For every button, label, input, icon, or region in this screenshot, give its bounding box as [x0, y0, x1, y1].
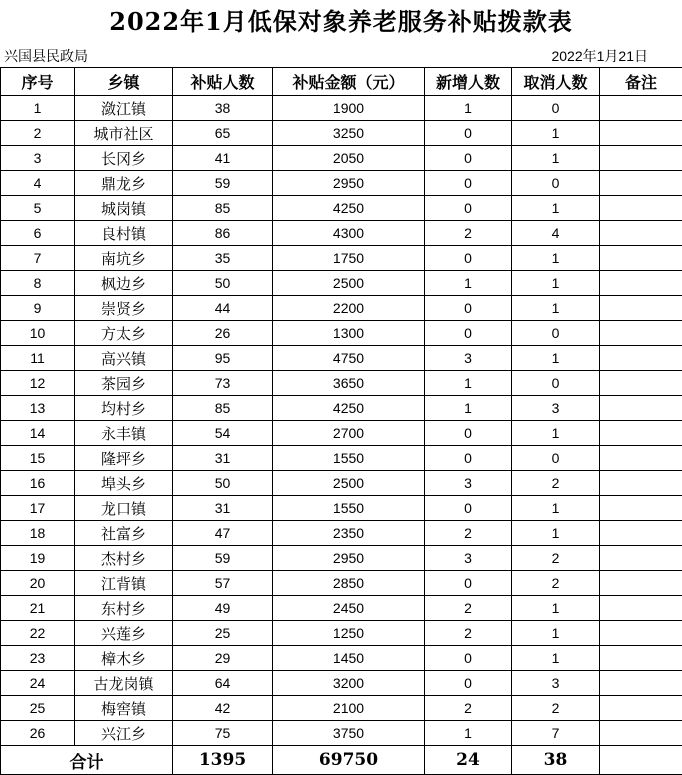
- cell-added[interactable]: 2: [425, 696, 512, 721]
- cell-note[interactable]: [600, 246, 682, 271]
- cell-cancelled[interactable]: 3: [512, 396, 600, 421]
- total-amount[interactable]: 69750: [273, 746, 425, 775]
- cell-added[interactable]: 2: [425, 621, 512, 646]
- cell-added[interactable]: 2: [425, 521, 512, 546]
- cell-added[interactable]: 0: [425, 446, 512, 471]
- cell-township[interactable]: 枫边乡: [75, 271, 173, 296]
- cell-subsidy-amount[interactable]: 3650: [273, 371, 425, 396]
- cell-index[interactable]: 5: [1, 196, 75, 221]
- cell-cancelled[interactable]: 4: [512, 221, 600, 246]
- cell-township[interactable]: 江背镇: [75, 571, 173, 596]
- table-row: [1, 296, 682, 321]
- cell-township[interactable]: 均村乡: [75, 396, 173, 421]
- cell-subsidy-amount[interactable]: 1750: [273, 246, 425, 271]
- cell-added[interactable]: 0: [425, 121, 512, 146]
- cell-note[interactable]: [600, 496, 682, 521]
- cell-subsidy-people[interactable]: 50: [173, 471, 273, 496]
- cell-subsidy-people[interactable]: 47: [173, 521, 273, 546]
- cell-note[interactable]: [600, 696, 682, 721]
- cell-cancelled[interactable]: 1: [512, 496, 600, 521]
- cell-added[interactable]: 3: [425, 471, 512, 496]
- cell-subsidy-amount[interactable]: 2950: [273, 546, 425, 571]
- cell-subsidy-amount[interactable]: 3200: [273, 671, 425, 696]
- cell-index[interactable]: 25: [1, 696, 75, 721]
- cell-subsidy-people[interactable]: 44: [173, 296, 273, 321]
- cell-added[interactable]: 0: [425, 571, 512, 596]
- total-row: [1, 746, 682, 775]
- cell-subsidy-amount[interactable]: 4250: [273, 396, 425, 421]
- cell-subsidy-amount[interactable]: 2200: [273, 296, 425, 321]
- cell-index[interactable]: 23: [1, 646, 75, 671]
- col-header-added[interactable]: 新增人数: [425, 68, 512, 96]
- cell-cancelled[interactable]: 1: [512, 596, 600, 621]
- cell-index[interactable]: 9: [1, 296, 75, 321]
- cell-subsidy-people[interactable]: 57: [173, 571, 273, 596]
- cell-cancelled[interactable]: 1: [512, 121, 600, 146]
- cell-index[interactable]: 2: [1, 121, 75, 146]
- table-row: [1, 421, 682, 446]
- cell-index[interactable]: 12: [1, 371, 75, 396]
- cell-index[interactable]: 17: [1, 496, 75, 521]
- cell-note[interactable]: [600, 96, 682, 121]
- cell-subsidy-amount[interactable]: 4300: [273, 221, 425, 246]
- cell-index[interactable]: 21: [1, 596, 75, 621]
- table-body: [1, 96, 682, 746]
- cell-township[interactable]: 鼎龙乡: [75, 171, 173, 196]
- cell-index[interactable]: 1: [1, 96, 75, 121]
- cell-cancelled[interactable]: 1: [512, 521, 600, 546]
- cell-subsidy-people[interactable]: 85: [173, 396, 273, 421]
- cell-note[interactable]: [600, 471, 682, 496]
- cell-subsidy-amount[interactable]: 4250: [273, 196, 425, 221]
- cell-index[interactable]: 6: [1, 221, 75, 246]
- cell-note[interactable]: [600, 221, 682, 246]
- table-row: [1, 146, 682, 171]
- cell-added[interactable]: 0: [425, 646, 512, 671]
- table-row: [1, 121, 682, 146]
- cell-note[interactable]: [600, 171, 682, 196]
- cell-subsidy-people[interactable]: 35: [173, 246, 273, 271]
- total-note[interactable]: [600, 746, 682, 775]
- cell-index[interactable]: 4: [1, 171, 75, 196]
- cell-note[interactable]: [600, 346, 682, 371]
- cell-township[interactable]: 城市社区: [75, 121, 173, 146]
- cell-subsidy-people[interactable]: 54: [173, 421, 273, 446]
- cell-note[interactable]: [600, 521, 682, 546]
- cell-subsidy-people[interactable]: 29: [173, 646, 273, 671]
- cell-subsidy-people[interactable]: 31: [173, 446, 273, 471]
- cell-added[interactable]: 3: [425, 346, 512, 371]
- table-row: [1, 521, 682, 546]
- cell-added[interactable]: 1: [425, 371, 512, 396]
- cell-subsidy-amount[interactable]: 1550: [273, 496, 425, 521]
- cell-subsidy-people[interactable]: 31: [173, 496, 273, 521]
- cell-township[interactable]: 方太乡: [75, 321, 173, 346]
- cell-note[interactable]: [600, 396, 682, 421]
- col-header-subsidy-people[interactable]: 补贴人数: [173, 68, 273, 96]
- cell-added[interactable]: 2: [425, 221, 512, 246]
- cell-township[interactable]: 隆坪乡: [75, 446, 173, 471]
- cell-index[interactable]: 18: [1, 521, 75, 546]
- cell-subsidy-people[interactable]: 50: [173, 271, 273, 296]
- cell-subsidy-people[interactable]: 75: [173, 721, 273, 746]
- cell-index[interactable]: 11: [1, 346, 75, 371]
- cell-subsidy-people[interactable]: 25: [173, 621, 273, 646]
- table-row: [1, 646, 682, 671]
- table-row: [1, 321, 682, 346]
- table-row: [1, 196, 682, 221]
- table-row: [1, 696, 682, 721]
- cell-note[interactable]: [600, 271, 682, 296]
- meta-row: [0, 44, 682, 66]
- col-header-subsidy-amount[interactable]: 补贴金额（元）: [273, 68, 425, 96]
- cell-township[interactable]: 南坑乡: [75, 246, 173, 271]
- cell-subsidy-amount[interactable]: 3750: [273, 721, 425, 746]
- cell-added[interactable]: 3: [425, 546, 512, 571]
- cell-township[interactable]: 东村乡: [75, 596, 173, 621]
- table-row: [1, 671, 682, 696]
- cell-subsidy-people[interactable]: 73: [173, 371, 273, 396]
- cell-township[interactable]: 埠头乡: [75, 471, 173, 496]
- cell-subsidy-amount[interactable]: 2350: [273, 521, 425, 546]
- table-row: [1, 171, 682, 196]
- cell-added[interactable]: 0: [425, 671, 512, 696]
- cell-township[interactable]: 长冈乡: [75, 146, 173, 171]
- table-row: [1, 271, 682, 296]
- cell-index[interactable]: 20: [1, 571, 75, 596]
- cell-note[interactable]: [600, 596, 682, 621]
- cell-index[interactable]: 19: [1, 546, 75, 571]
- cell-cancelled[interactable]: 7: [512, 721, 600, 746]
- cell-township[interactable]: 兴江乡: [75, 721, 173, 746]
- cell-note[interactable]: [600, 146, 682, 171]
- cell-cancelled[interactable]: 2: [512, 471, 600, 496]
- cell-township[interactable]: 永丰镇: [75, 421, 173, 446]
- cell-subsidy-amount[interactable]: 2050: [273, 146, 425, 171]
- cell-subsidy-amount[interactable]: 2700: [273, 421, 425, 446]
- cell-added[interactable]: 1: [425, 271, 512, 296]
- cell-added[interactable]: 0: [425, 496, 512, 521]
- cell-township[interactable]: 潋江镇: [75, 96, 173, 121]
- cell-subsidy-people[interactable]: 49: [173, 596, 273, 621]
- cell-subsidy-people[interactable]: 42: [173, 696, 273, 721]
- cell-note[interactable]: [600, 571, 682, 596]
- cell-index[interactable]: 26: [1, 721, 75, 746]
- cell-added[interactable]: 0: [425, 421, 512, 446]
- cell-township[interactable]: 茶园乡: [75, 371, 173, 396]
- cell-index[interactable]: 3: [1, 146, 75, 171]
- allocation-table: [0, 67, 682, 775]
- col-header-township[interactable]: 乡镇: [75, 68, 173, 96]
- cell-index[interactable]: 8: [1, 271, 75, 296]
- cell-cancelled[interactable]: 2: [512, 546, 600, 571]
- table-row: [1, 446, 682, 471]
- table-row: [1, 371, 682, 396]
- table-row: [1, 471, 682, 496]
- cell-note[interactable]: [600, 621, 682, 646]
- cell-subsidy-amount[interactable]: 2100: [273, 696, 425, 721]
- header-row: [1, 68, 682, 96]
- cell-note[interactable]: [600, 421, 682, 446]
- cell-cancelled[interactable]: 1: [512, 271, 600, 296]
- cell-subsidy-amount[interactable]: 1550: [273, 446, 425, 471]
- page-title: 2022年1月低保对象养老服务补贴拨款表: [0, 0, 682, 44]
- cell-added[interactable]: 1: [425, 721, 512, 746]
- cell-note[interactable]: [600, 671, 682, 696]
- issuing-org: 兴国县民政局: [4, 46, 88, 66]
- cell-cancelled[interactable]: 1: [512, 146, 600, 171]
- cell-cancelled[interactable]: 0: [512, 321, 600, 346]
- cell-added[interactable]: 0: [425, 246, 512, 271]
- cell-subsidy-people[interactable]: 85: [173, 196, 273, 221]
- cell-subsidy-people[interactable]: 59: [173, 546, 273, 571]
- cell-cancelled[interactable]: 1: [512, 421, 600, 446]
- table-row: [1, 621, 682, 646]
- cell-note[interactable]: [600, 321, 682, 346]
- cell-township[interactable]: 城岗镇: [75, 196, 173, 221]
- cell-index[interactable]: 16: [1, 471, 75, 496]
- col-header-index[interactable]: 序号: [1, 68, 75, 96]
- cell-note[interactable]: [600, 121, 682, 146]
- cell-subsidy-amount[interactable]: 2450: [273, 596, 425, 621]
- cell-subsidy-people[interactable]: 26: [173, 321, 273, 346]
- cell-cancelled[interactable]: 0: [512, 371, 600, 396]
- cell-township[interactable]: 龙口镇: [75, 496, 173, 521]
- cell-subsidy-amount[interactable]: 1250: [273, 621, 425, 646]
- cell-township[interactable]: 古龙岗镇: [75, 671, 173, 696]
- cell-subsidy-amount[interactable]: 1300: [273, 321, 425, 346]
- cell-subsidy-amount[interactable]: 2500: [273, 471, 425, 496]
- cell-township[interactable]: 社富乡: [75, 521, 173, 546]
- cell-cancelled[interactable]: 2: [512, 571, 600, 596]
- cell-added[interactable]: 0: [425, 321, 512, 346]
- cell-cancelled[interactable]: 1: [512, 196, 600, 221]
- total-people[interactable]: 1395: [173, 746, 273, 775]
- cell-subsidy-people[interactable]: 59: [173, 171, 273, 196]
- cell-added[interactable]: 2: [425, 596, 512, 621]
- issue-date: 2022年1月21日: [551, 46, 648, 66]
- cell-cancelled[interactable]: 3: [512, 671, 600, 696]
- cell-added[interactable]: 1: [425, 96, 512, 121]
- cell-township[interactable]: 高兴镇: [75, 346, 173, 371]
- cell-subsidy-amount[interactable]: 3250: [273, 121, 425, 146]
- cell-township[interactable]: 兴莲乡: [75, 621, 173, 646]
- cell-subsidy-people[interactable]: 65: [173, 121, 273, 146]
- total-cancelled[interactable]: 38: [512, 746, 600, 775]
- cell-note[interactable]: [600, 546, 682, 571]
- cell-note[interactable]: [600, 371, 682, 396]
- cell-cancelled[interactable]: 1: [512, 296, 600, 321]
- cell-subsidy-amount[interactable]: 2850: [273, 571, 425, 596]
- cell-subsidy-amount[interactable]: 2950: [273, 171, 425, 196]
- cell-index[interactable]: 13: [1, 396, 75, 421]
- table-row: [1, 396, 682, 421]
- cell-added[interactable]: 0: [425, 146, 512, 171]
- cell-township[interactable]: 崇贤乡: [75, 296, 173, 321]
- cell-added[interactable]: 0: [425, 171, 512, 196]
- cell-added[interactable]: 0: [425, 196, 512, 221]
- cell-index[interactable]: 24: [1, 671, 75, 696]
- table-row: [1, 221, 682, 246]
- table-row: [1, 721, 682, 746]
- cell-index[interactable]: 7: [1, 246, 75, 271]
- cell-subsidy-people[interactable]: 41: [173, 146, 273, 171]
- table-row: [1, 571, 682, 596]
- cell-subsidy-amount[interactable]: 1900: [273, 96, 425, 121]
- cell-subsidy-people[interactable]: 86: [173, 221, 273, 246]
- cell-subsidy-amount[interactable]: 2500: [273, 271, 425, 296]
- col-header-note[interactable]: 备注: [600, 68, 682, 96]
- cell-township[interactable]: 樟木乡: [75, 646, 173, 671]
- table-row: [1, 546, 682, 571]
- cell-note[interactable]: [600, 446, 682, 471]
- cell-index[interactable]: 14: [1, 421, 75, 446]
- cell-note[interactable]: [600, 196, 682, 221]
- cell-cancelled[interactable]: 0: [512, 96, 600, 121]
- cell-subsidy-amount[interactable]: 1450: [273, 646, 425, 671]
- cell-added[interactable]: 0: [425, 296, 512, 321]
- cell-township[interactable]: 梅窖镇: [75, 696, 173, 721]
- cell-subsidy-amount[interactable]: 4750: [273, 346, 425, 371]
- table-row: [1, 346, 682, 371]
- cell-note[interactable]: [600, 646, 682, 671]
- cell-index[interactable]: 10: [1, 321, 75, 346]
- col-header-cancelled[interactable]: 取消人数: [512, 68, 600, 96]
- cell-subsidy-people[interactable]: 38: [173, 96, 273, 121]
- cell-township[interactable]: 杰村乡: [75, 546, 173, 571]
- cell-township[interactable]: 良村镇: [75, 221, 173, 246]
- total-added[interactable]: 24: [425, 746, 512, 775]
- cell-cancelled[interactable]: 2: [512, 696, 600, 721]
- cell-index[interactable]: 22: [1, 621, 75, 646]
- cell-cancelled[interactable]: 1: [512, 621, 600, 646]
- cell-cancelled[interactable]: 0: [512, 171, 600, 196]
- table-row: [1, 596, 682, 621]
- cell-subsidy-people[interactable]: 95: [173, 346, 273, 371]
- cell-index[interactable]: 15: [1, 446, 75, 471]
- cell-note[interactable]: [600, 721, 682, 746]
- cell-cancelled[interactable]: 1: [512, 246, 600, 271]
- table-row: [1, 246, 682, 271]
- cell-subsidy-people[interactable]: 64: [173, 671, 273, 696]
- cell-cancelled[interactable]: 1: [512, 646, 600, 671]
- cell-added[interactable]: 1: [425, 396, 512, 421]
- cell-cancelled[interactable]: 1: [512, 346, 600, 371]
- total-label[interactable]: 合计: [1, 746, 173, 775]
- table-row: [1, 96, 682, 121]
- table-row: [1, 496, 682, 521]
- cell-cancelled[interactable]: 0: [512, 446, 600, 471]
- cell-note[interactable]: [600, 296, 682, 321]
